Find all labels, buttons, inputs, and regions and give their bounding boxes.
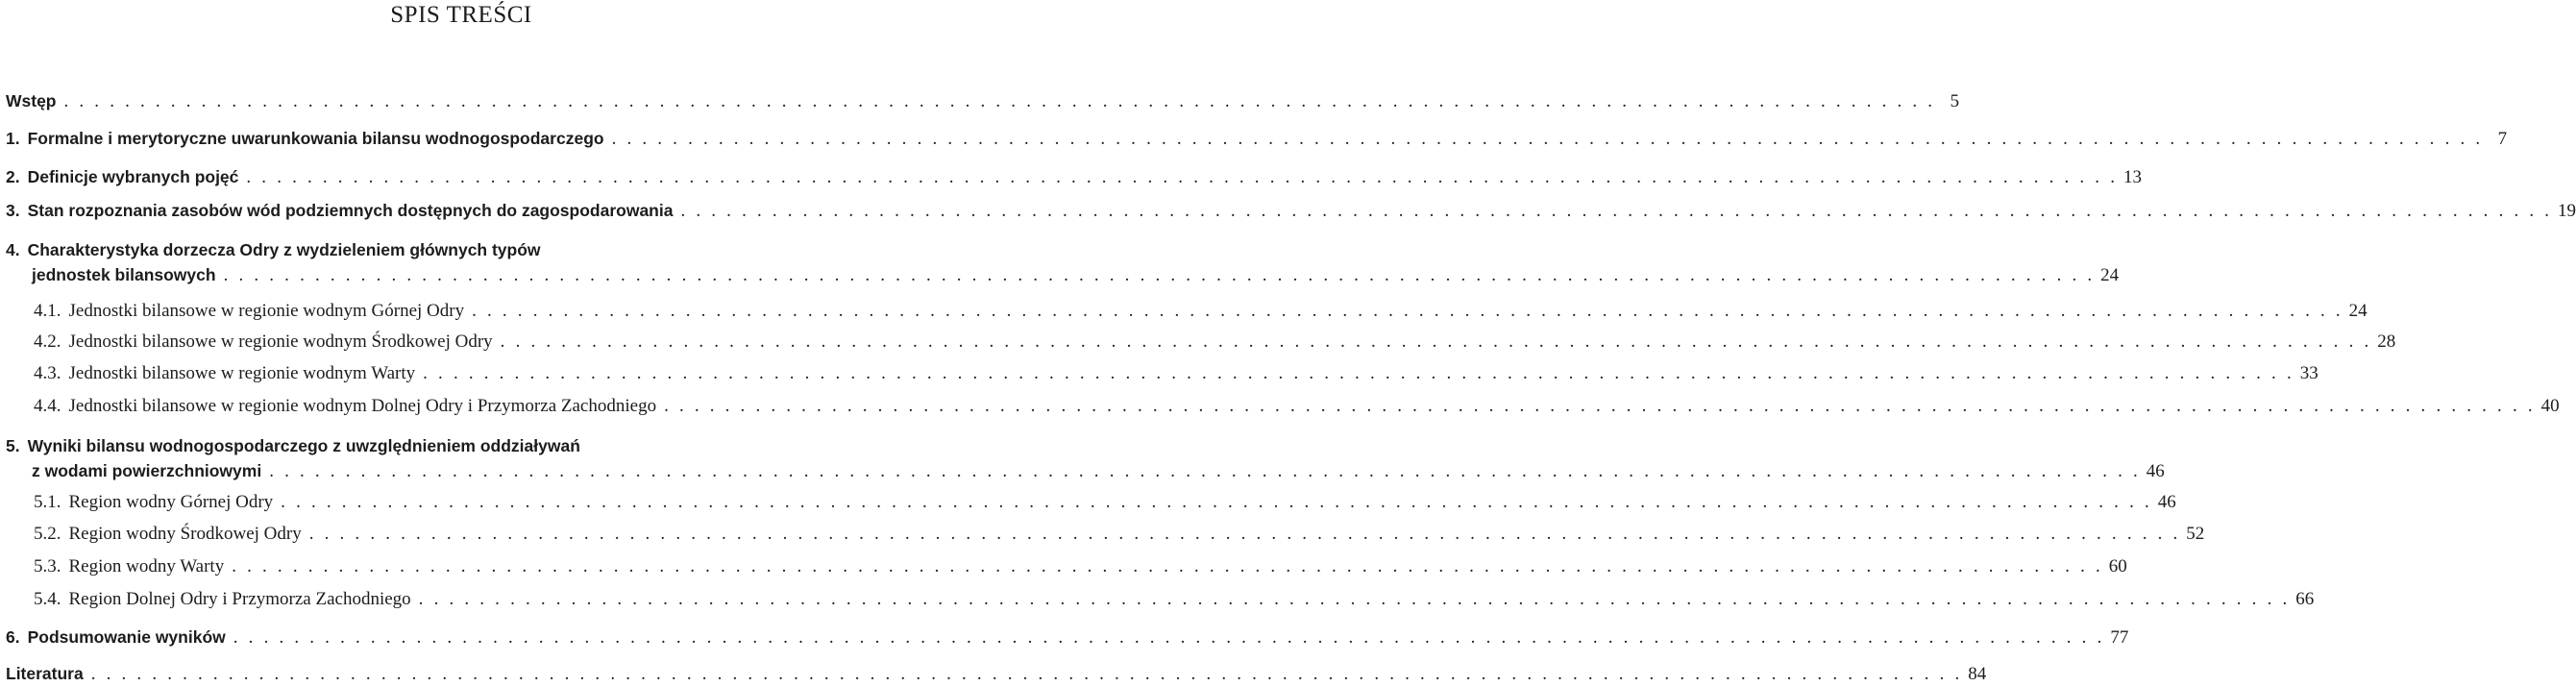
toc-entry-title: Region wodny Środkowej Odry (68, 524, 302, 544)
toc-entry-section-4-1[interactable] (6, 299, 2367, 324)
dot-leader (501, 330, 2369, 355)
dot-leader (91, 662, 1960, 687)
toc-entry-title: Jednostki bilansowe w regionie wodnym Warty (68, 363, 416, 383)
dot-leader (64, 89, 1933, 114)
dot-leader (423, 361, 2292, 386)
toc-entry-number: 4.1. (34, 301, 61, 321)
toc-entry-chapter-4[interactable] (6, 237, 2120, 287)
dot-leader (472, 299, 2341, 324)
toc-entry-number: 5.3. (34, 556, 61, 577)
toc-entry-wstep[interactable] (6, 88, 1960, 113)
toc-entry-chapter-3[interactable] (6, 198, 2576, 223)
toc-entry-page: 5 (1950, 91, 1960, 111)
toc-entry-page: 52 (2186, 524, 2205, 544)
toc-entry-number: 5.1. (34, 492, 61, 512)
toc-entry-page: 7 (2497, 129, 2508, 149)
toc-entry-title: Jednostki bilansowe w regionie wodnym Górnej Odry (68, 301, 465, 321)
toc-entry-page: 66 (2295, 589, 2315, 609)
toc-entry-title: Jednostki bilansowe w regionie wodnym Dolnej Odry i Przymorza Zachodniego (68, 396, 657, 416)
toc-entry-title: Region wodny Górnej Odry (68, 492, 274, 512)
toc-entry-literatura[interactable] (6, 661, 1987, 686)
toc-entry-title-line1: Wyniki bilansu wodnogospodarczego z uwzględnieniem oddziaływań (27, 436, 580, 455)
toc-entry-page: 46 (2157, 492, 2176, 512)
toc-entry-number: 4.3. (34, 363, 61, 383)
toc-entry-section-5-2[interactable] (6, 522, 2205, 547)
toc-entry-title: Region Dolnej Odry i Przymorza Zachodniego (68, 589, 411, 609)
toc-entry-page: 46 (2146, 461, 2165, 481)
toc-entry-title: Podsumowanie wyników (27, 627, 226, 647)
toc-entry-title: Literatura (6, 664, 84, 683)
toc-entry-page: 19 (2558, 201, 2576, 221)
toc-entry-page: 84 (1968, 664, 1987, 684)
dot-leader (269, 459, 2138, 484)
toc-entry-chapter-2[interactable] (6, 164, 2142, 189)
toc-entry-number: 3. (6, 201, 20, 220)
toc-entry-section-5-3[interactable] (6, 554, 2127, 579)
toc-entry-number: 4.2. (34, 331, 61, 352)
dot-leader (224, 263, 2093, 288)
toc-entry-section-4-3[interactable] (6, 361, 2318, 386)
toc-entry-number: 4.4. (34, 396, 61, 416)
toc-entry-chapter-6[interactable] (6, 625, 2129, 650)
toc-entry-number: 6. (6, 627, 20, 647)
toc-entry-number: 1. (6, 129, 20, 148)
toc-entry-title-line2: z wodami powierzchniowymi (32, 461, 262, 480)
toc-entry-title: Wstęp (6, 91, 57, 110)
toc-entry-title: Formalne i merytoryczne uwarunkowania bilansu wodnogospodarczego (27, 129, 604, 148)
toc-entry-title: Region wodny Warty (68, 556, 225, 577)
toc-entry-page: 77 (2110, 627, 2129, 648)
toc-entry-page: 24 (2348, 301, 2367, 321)
dot-leader (246, 165, 2115, 190)
toc-entry-section-4-2[interactable] (6, 330, 2396, 355)
toc-entry-number: 5.2. (34, 524, 61, 544)
toc-entry-number: 2. (6, 167, 20, 186)
toc-entry-number: 5.4. (34, 589, 61, 609)
toc-entry-section-5-4[interactable] (6, 587, 2315, 612)
toc-entry-title: Jednostki bilansowe w regionie wodnym Środkowej Odry (68, 331, 493, 352)
dot-leader (309, 522, 2178, 547)
dot-leader (232, 554, 2100, 579)
toc-entry-page: 60 (2108, 556, 2127, 577)
toc-entry-title-line1: Charakterystyka dorzecza Odry z wydzieleniem głównych typów (27, 240, 541, 259)
toc-entry-title-line2: jednostek bilansowych (32, 265, 216, 284)
toc-entry-title: Stan rozpoznania zasobów wód podziemnych dostępnych do zagospodarowania (27, 201, 674, 220)
dot-leader (419, 587, 2288, 612)
toc-entry-chapter-5[interactable] (6, 433, 2165, 483)
toc-entry-number: 5. (6, 436, 20, 455)
dot-leader (612, 127, 2481, 152)
toc-entry-number: 4. (6, 240, 20, 259)
dot-leader (233, 626, 2102, 650)
dot-leader (664, 394, 2533, 419)
dot-leader (281, 490, 2149, 515)
toc-entry-title: Definicje wybranych pojęć (27, 167, 239, 186)
page-title: SPIS TREŚCI (390, 2, 532, 28)
dot-leader (680, 199, 2549, 224)
toc-entry-section-4-4[interactable] (6, 394, 2560, 419)
toc-entry-page: 13 (2122, 167, 2142, 187)
toc-entry-page: 28 (2377, 331, 2396, 352)
toc-entry-page: 33 (2299, 363, 2318, 383)
toc-entry-page: 24 (2100, 265, 2120, 285)
toc-entry-chapter-1[interactable] (6, 126, 2508, 151)
toc-entry-section-5-1[interactable] (6, 490, 2176, 515)
toc-entry-page: 40 (2540, 396, 2560, 416)
